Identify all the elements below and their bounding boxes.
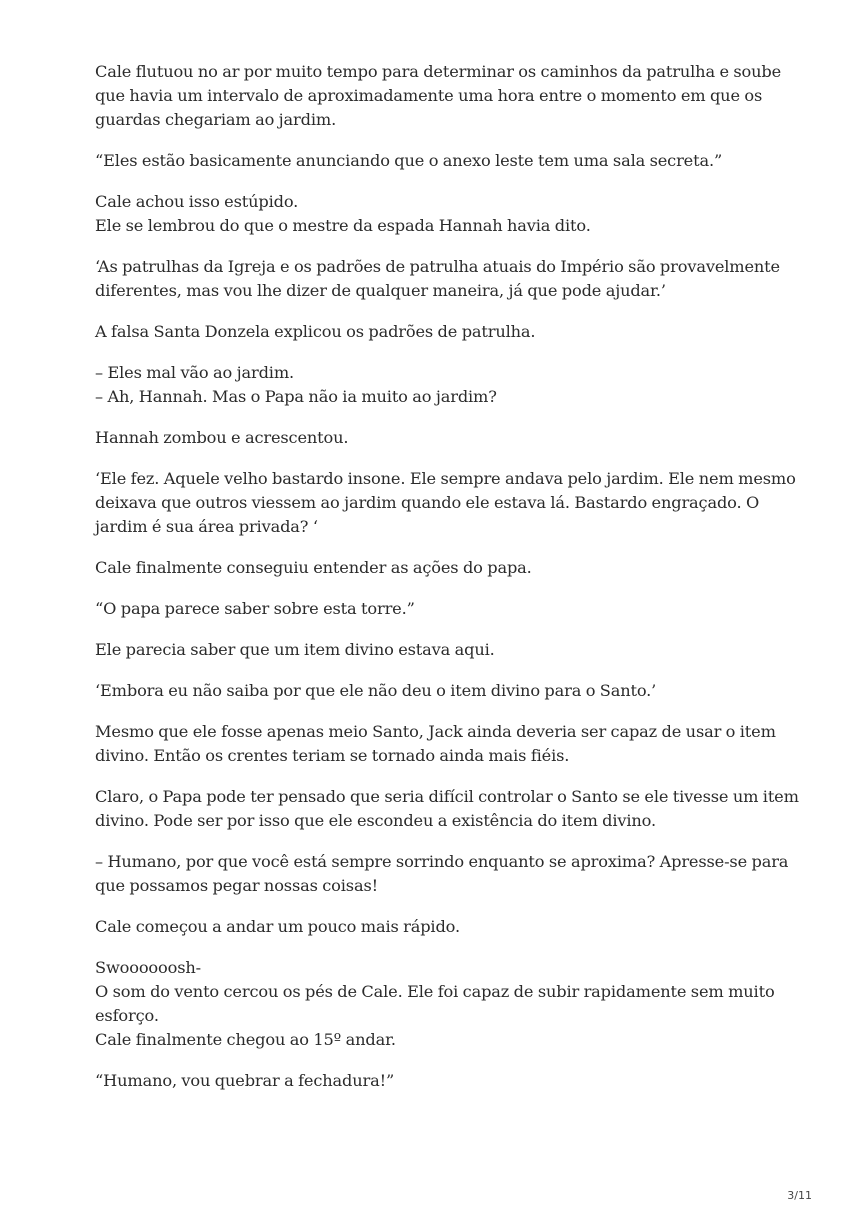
text-line: – Eles mal vão ao jardim. — [95, 363, 295, 382]
paragraph — [95, 638, 775, 662]
text-line: que possamos pegar nossas coisas! — [95, 876, 378, 895]
text-line: deixava que outros viessem ao jardim quando ele estava lá. Bastardo engraçado. O — [95, 493, 760, 512]
paragraph — [95, 467, 796, 539]
document-body — [95, 60, 799, 1110]
paragraph — [95, 255, 780, 303]
text-line: ‘Ele fez. Aquele velho bastardo insone. Ele sempre andava pelo jardim. Ele nem mesmo — [95, 469, 796, 488]
text-line: Ele parecia saber que um item divino estava aqui. — [95, 640, 495, 659]
text-line: jardim é sua área privada? ‘ — [95, 517, 318, 536]
text-line: Cale flutuou no ar por muito tempo para determinar os caminhos da patrulha e soube — [95, 62, 782, 81]
page-number: 3/11 — [787, 1189, 812, 1202]
paragraph — [95, 720, 775, 768]
paragraph — [95, 320, 775, 344]
paragraph — [95, 1069, 775, 1093]
text-line: Cale finalmente chegou ao 15º andar. — [95, 1030, 396, 1049]
paragraph — [95, 679, 775, 703]
text-line: Cale achou isso estúpido. — [95, 192, 299, 211]
paragraph — [95, 149, 775, 173]
paragraph — [95, 956, 775, 1052]
paragraph — [95, 850, 789, 898]
paragraph — [95, 361, 775, 409]
paragraph — [95, 60, 782, 132]
text-line: ‘Embora eu não saiba por que ele não deu o item divino para o Santo.’ — [95, 681, 657, 700]
paragraph — [95, 556, 775, 580]
text-line: diferentes, mas vou lhe dizer de qualquer maneira, já que pode ajudar.’ — [95, 281, 666, 300]
text-line: guardas chegariam ao jardim. — [95, 110, 337, 129]
text-line: O som do vento cercou os pés de Cale. Ele foi capaz de subir rapidamente sem muito — [95, 982, 775, 1001]
text-line: Cale finalmente conseguiu entender as ações do papa. — [95, 558, 532, 577]
paragraph — [95, 597, 775, 621]
text-line: Cale começou a andar um pouco mais rápido. — [95, 917, 460, 936]
paragraph — [95, 426, 775, 450]
text-line: Mesmo que ele fosse apenas meio Santo, Jack ainda deveria ser capaz de usar o item — [95, 722, 776, 741]
text-line: Hannah zombou e acrescentou. — [95, 428, 349, 447]
text-line: “Eles estão basicamente anunciando que o anexo leste tem uma sala secreta.” — [95, 151, 723, 170]
paragraph — [95, 190, 775, 238]
text-line: Ele se lembrou do que o mestre da espada Hannah havia dito. — [95, 216, 591, 235]
text-line: – Ah, Hannah. Mas o Papa não ia muito ao jardim? — [95, 387, 497, 406]
paragraph — [95, 915, 775, 939]
text-line: divino. Então os crentes teriam se tornado ainda mais fiéis. — [95, 746, 570, 765]
text-line: esforço. — [95, 1006, 159, 1025]
text-line: ‘As patrulhas da Igreja e os padrões de patrulha atuais do Império são provavelmente — [95, 257, 780, 276]
text-line: Claro, o Papa pode ter pensado que seria difícil controlar o Santo se ele tivesse um item — [95, 787, 799, 806]
text-line: “O papa parece saber sobre esta torre.” — [95, 599, 415, 618]
paragraph — [95, 785, 799, 833]
text-line: que havia um intervalo de aproximadamente uma hora entre o momento em que os — [95, 86, 763, 105]
text-line: A falsa Santa Donzela explicou os padrões de patrulha. — [95, 322, 536, 341]
text-line: – Humano, por que você está sempre sorrindo enquanto se aproxima? Apresse-se para — [95, 852, 789, 871]
text-line: Swoooooosh- — [95, 958, 201, 977]
text-line: divino. Pode ser por isso que ele escondeu a existência do item divino. — [95, 811, 656, 830]
text-line: “Humano, vou quebrar a fechadura!” — [95, 1071, 395, 1090]
